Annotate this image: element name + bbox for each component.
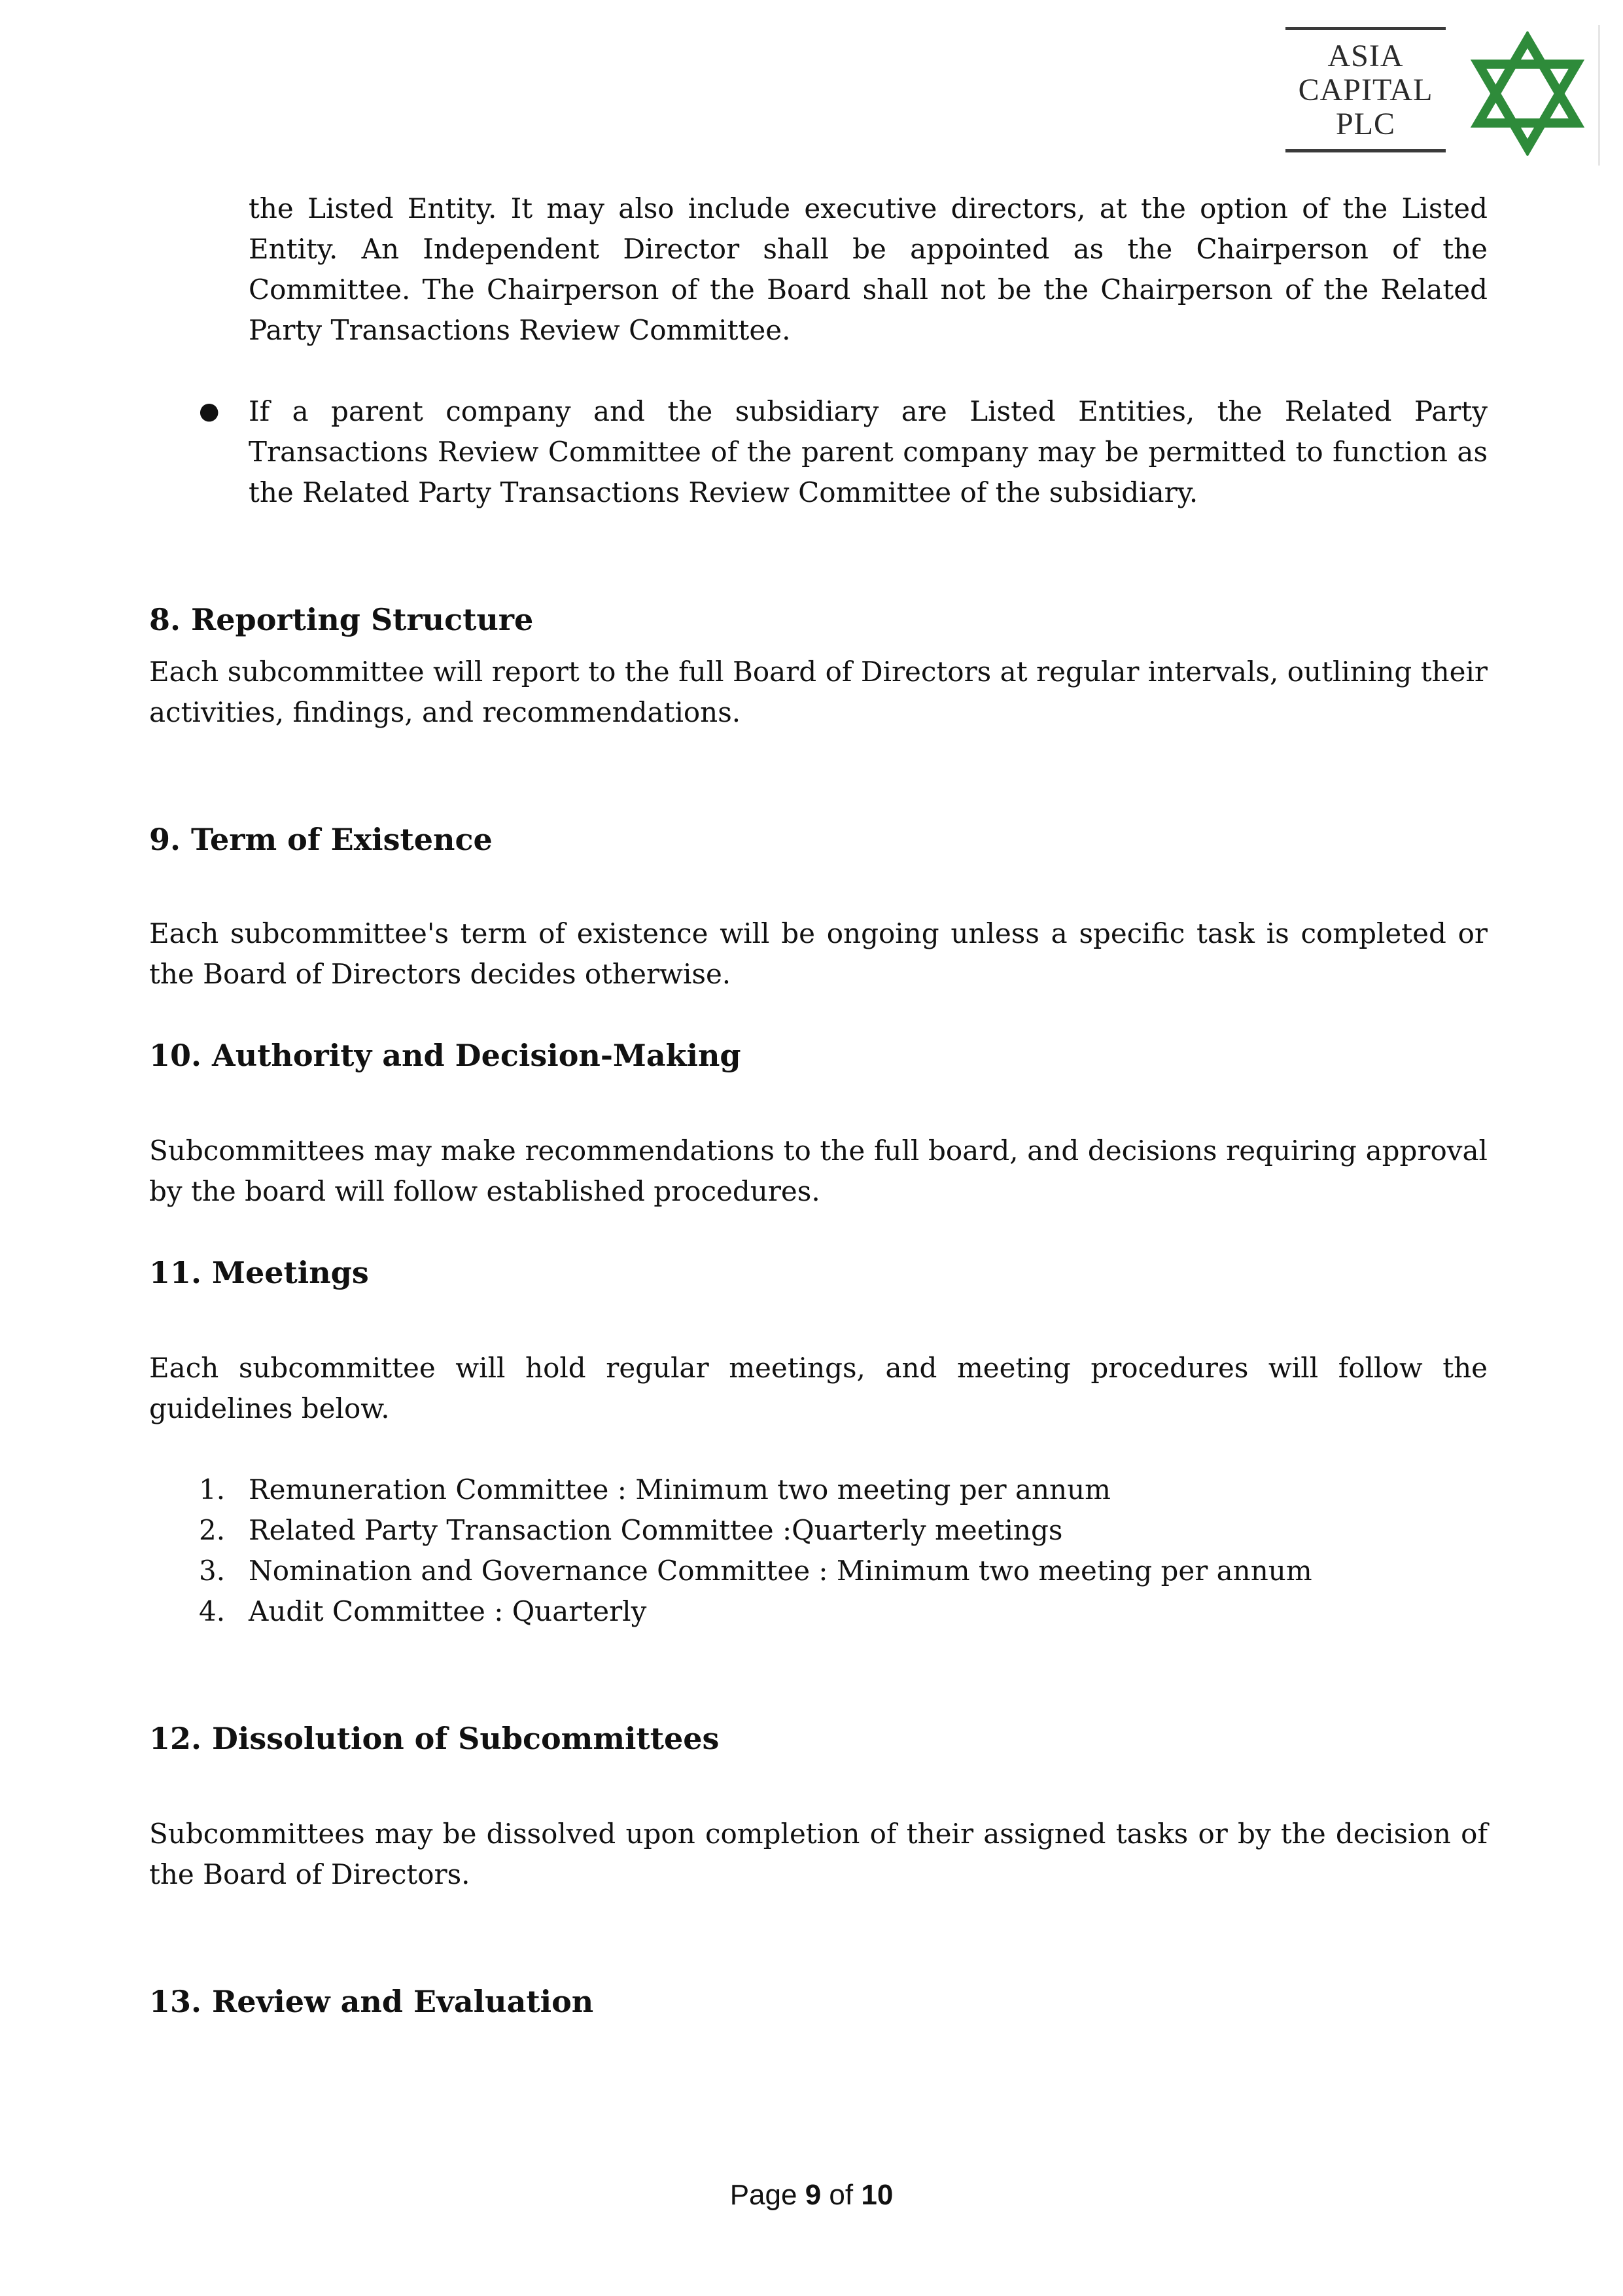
- bullet-text: If a parent company and the subsidiary are Listed Entities, the Related Party Transactions Review Committee of the parent company may be permitted to function as the Related Party Transactions Review Committee of the subsidiary.: [249, 395, 1488, 508]
- continued-paragraph: the Listed Entity. It may also include executive directors, at the option of the Listed Entity. An Independent Director shall be appointed as the Chairperson of the Committee. The Chairperson of the Board shall not be the Chairperson of the Related Party Transactions Review Committee.: [249, 192, 1488, 346]
- section-heading-reporting-structure: 8. Reporting Structure: [149, 602, 534, 637]
- section-heading-term-of-existence: 9. Term of Existence: [149, 822, 493, 857]
- meetings-list: [149, 1470, 1488, 1632]
- logo-edge-line: [1598, 25, 1600, 166]
- logo-line-asia: ASIA: [1327, 39, 1404, 73]
- section-text-dissolution: Subcommittees may be dissolved upon completion of their assigned tasks or by the decision of the Board of Directors.: [149, 1818, 1488, 1890]
- company-logo: [1285, 25, 1613, 166]
- page-current: 9: [805, 2179, 822, 2211]
- list-item: 4. Audit Committee : Quarterly: [199, 1595, 647, 1627]
- bullet-item-parent-subsidiary: [149, 391, 1488, 513]
- section-text-meetings: Each subcommittee will hold regular meetings, and meeting procedures will follow the guidelines below.: [149, 1352, 1488, 1424]
- of-word: of: [829, 2179, 854, 2211]
- logo-wordmark: [1285, 39, 1446, 141]
- section-heading-review-evaluation: 13. Review and Evaluation: [149, 1984, 594, 2019]
- page-word: Page: [729, 2179, 797, 2211]
- section-text-authority: Subcommittees may make recommendations to the full board, and decisions requiring approval by the board will follow established procedures.: [149, 1135, 1488, 1207]
- section-heading-meetings: 11. Meetings: [149, 1255, 369, 1290]
- logo-line-plc: PLC: [1335, 107, 1396, 141]
- page-total: 10: [861, 2179, 894, 2211]
- section-text-term-of-existence: Each subcommittee's term of existence will be ongoing unless a specific task is completed or the Board of Directors decides otherwise.: [149, 917, 1488, 990]
- section-heading-authority: 10. Authority and Decision-Making: [149, 1038, 741, 1073]
- logo-rule-bottom: [1285, 149, 1446, 152]
- bullet-icon: ●: [199, 398, 220, 425]
- list-item: 2. Related Party Transaction Committee :Quarterly meetings: [199, 1514, 1063, 1546]
- section-text-reporting-structure: Each subcommittee will report to the full Board of Directors at regular intervals, outlining their activities, findings, and recommendations.: [149, 656, 1488, 728]
- list-item: 1. Remuneration Committee : Minimum two meeting per annum: [199, 1474, 1111, 1506]
- page-number-footer: [0, 2179, 1623, 2212]
- star-logo-icon: [1469, 31, 1586, 156]
- logo-line-capital: CAPITAL: [1298, 73, 1433, 107]
- document-body: [149, 188, 1488, 2022]
- list-item: 3. Nomination and Governance Committee : Minimum two meeting per annum: [199, 1555, 1312, 1587]
- logo-rule-top: [1285, 27, 1446, 30]
- section-heading-dissolution: 12. Dissolution of Subcommittees: [149, 1721, 720, 1756]
